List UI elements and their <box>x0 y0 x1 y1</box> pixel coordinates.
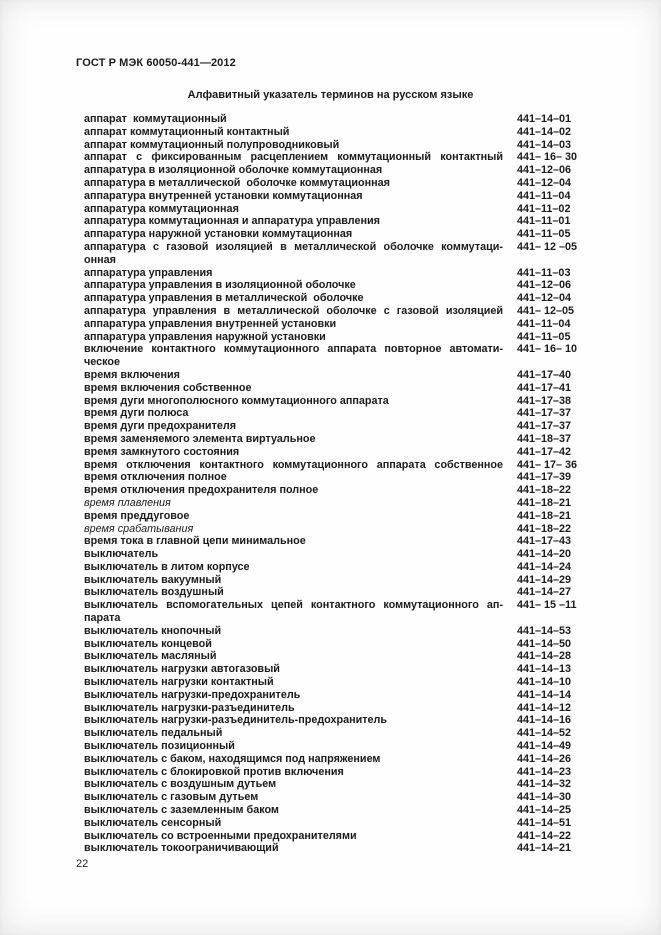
term-line: выключатель вспомогательных цепей контактного коммутационного ап- <box>84 599 503 612</box>
index-entry-row <box>84 471 585 484</box>
term-line: аппаратура управления <box>84 266 213 279</box>
term-line: аппаратура наружной установки коммутационная <box>84 228 353 241</box>
index-entry-row <box>84 484 585 497</box>
index-entry-row <box>84 599 585 625</box>
term-line: время преддуговое <box>84 509 190 522</box>
term-code: 441–14–52 <box>517 727 572 740</box>
term-text <box>84 791 517 804</box>
term-line: время отключения контактного коммутационного аппарата собственное <box>84 458 503 471</box>
index-entry-row <box>84 446 585 459</box>
term-line: аппарат с фиксированным расцеплением коммутационный контактный <box>84 151 503 164</box>
term-code: 441–14–13 <box>517 663 572 676</box>
term-text <box>84 561 517 574</box>
term-text <box>84 638 517 651</box>
term-code: 441–17–37 <box>517 407 572 420</box>
term-line: выключатель токоограничивающий <box>84 842 279 855</box>
term-text <box>84 766 517 779</box>
index-entry-row <box>84 753 585 766</box>
term-text <box>84 484 517 497</box>
term-code: 441–14–27 <box>517 586 572 599</box>
index-entry-row <box>84 574 585 587</box>
index-entry-row <box>84 267 585 280</box>
term-line: выключатель педальный <box>84 727 223 740</box>
term-code: 441–14–32 <box>517 778 572 791</box>
term-text <box>84 318 517 331</box>
term-text <box>84 164 517 177</box>
term-code: 441–14–23 <box>517 765 572 778</box>
term-text <box>84 510 517 523</box>
index-entry-row <box>84 305 585 318</box>
index-entry-row <box>84 459 585 472</box>
term-line: выключатель в литом корпусе <box>84 560 250 573</box>
term-text <box>84 714 517 727</box>
term-code: 441–11–01 <box>517 215 571 228</box>
term-line: выключатель кнопочный <box>84 624 222 637</box>
term-line: выключатель концевой <box>84 637 212 650</box>
term-text <box>84 305 517 318</box>
term-text <box>84 395 517 408</box>
index-entry-row <box>84 727 585 740</box>
index-entry-row <box>84 740 585 753</box>
term-line: время отключения предохранителя полное <box>84 484 319 497</box>
term-text <box>84 190 517 203</box>
term-line: аппаратура управления в изоляционной оболочке <box>84 279 356 292</box>
term-code: 441–18–21 <box>517 509 572 522</box>
term-code: 441– 15 –11 <box>517 599 577 612</box>
term-text <box>84 842 517 855</box>
term-text <box>84 343 517 369</box>
term-line: аппаратура управления в металлической оболочке с газовой изоляцией <box>84 304 503 317</box>
index-entry-row <box>84 331 585 344</box>
index-entry-row <box>84 292 585 305</box>
term-text <box>84 433 517 446</box>
term-line: аппаратура в металлической оболочке коммутационная <box>84 176 390 189</box>
term-text <box>84 650 517 663</box>
term-code: 441–17–40 <box>517 368 572 381</box>
term-code: 441–14–03 <box>517 138 572 151</box>
term-line: ческое <box>84 356 120 369</box>
term-code: 441–17–43 <box>517 535 572 548</box>
term-text <box>84 151 517 164</box>
term-code: 441–14–16 <box>517 714 572 727</box>
term-text <box>84 727 517 740</box>
term-code: 441–12–06 <box>517 279 572 292</box>
term-code: 441– 16– 30 <box>517 151 578 164</box>
term-code: 441–18–21 <box>517 496 572 509</box>
term-line: время отключения полное <box>84 471 227 484</box>
term-line: выключатель сенсорный <box>84 816 222 829</box>
term-code: 441–11–02 <box>517 202 571 215</box>
term-line: время тока в главной цепи минимальное <box>84 535 306 548</box>
term-text <box>84 830 517 843</box>
term-line: время дуги полюса <box>84 407 189 420</box>
term-line: аппаратура коммутационная <box>84 202 239 215</box>
term-line: выключатель нагрузки автогазовый <box>84 663 280 676</box>
term-code: 441–18–22 <box>517 484 572 497</box>
term-text <box>84 574 517 587</box>
term-line: время замкнутого состояния <box>84 445 240 458</box>
term-code: 441– 16– 10 <box>517 343 578 356</box>
term-text <box>84 523 517 536</box>
term-code: 441–14–29 <box>517 573 572 586</box>
term-code: 441– 12–05 <box>517 304 575 317</box>
term-line: аппаратура управления внутренней установки <box>84 317 337 330</box>
term-line: онная <box>84 253 116 266</box>
term-text <box>84 369 517 382</box>
term-code: 441–14–26 <box>517 752 572 765</box>
index-entry-row <box>84 561 585 574</box>
term-line: выключатель вакуумный <box>84 573 222 586</box>
term-text <box>84 497 517 510</box>
term-code: 441–11–05 <box>517 228 571 241</box>
term-line: время заменяемого элемента виртуальное <box>84 432 316 445</box>
term-line: время дуги многополюсного коммутационного аппарата <box>84 394 389 407</box>
index-entry-row <box>84 433 585 446</box>
term-line: выключатель с заземленным баком <box>84 804 279 817</box>
term-line: время включения <box>84 368 180 381</box>
term-code: 441–18–37 <box>517 432 572 445</box>
term-text <box>84 778 517 791</box>
term-line: выключатель позиционный <box>84 740 235 753</box>
term-text <box>84 420 517 433</box>
term-text <box>84 241 517 267</box>
index-entry-row <box>84 702 585 715</box>
term-code: 441–14–14 <box>517 688 572 701</box>
term-line: время дуги предохранителя <box>84 420 237 433</box>
term-line: выключатель <box>84 548 159 561</box>
term-code: 441–14–25 <box>517 804 572 817</box>
term-line: выключатель масляный <box>84 650 217 663</box>
index-entry-row <box>84 382 585 395</box>
index-entry-row <box>84 420 585 433</box>
term-text <box>84 702 517 715</box>
term-code: 441–14–21 <box>517 842 572 855</box>
index-entry-row <box>84 586 585 599</box>
term-line: время плавления <box>84 496 171 509</box>
index-entry-row <box>84 830 585 843</box>
term-code: 441– 12 –05 <box>517 240 578 253</box>
index-entry-row <box>84 791 585 804</box>
term-code: 441–17–41 <box>517 381 572 394</box>
term-text <box>84 689 517 702</box>
term-text <box>84 446 517 459</box>
index-entry-row <box>84 548 585 561</box>
term-line: аппаратура управления наружной установки <box>84 330 326 343</box>
term-line: аппарат коммутационный полупроводниковый <box>84 138 340 151</box>
term-code: 441–17–37 <box>517 420 572 433</box>
index-entry-row <box>84 113 585 126</box>
index-entry-row <box>84 714 585 727</box>
document-designation: ГОСТ Р МЭК 60050-441—2012 <box>76 57 236 69</box>
index-entry-row <box>84 663 585 676</box>
term-text <box>84 471 517 484</box>
term-line: аппарат коммутационный <box>84 113 227 125</box>
index-entry-row <box>84 817 585 830</box>
term-line: выключатель с блокировкой против включения <box>84 765 344 778</box>
term-code: 441–17–39 <box>517 471 572 484</box>
term-code: 441–12–06 <box>517 164 572 177</box>
term-text <box>84 753 517 766</box>
term-line: выключатель нагрузки-разъединитель <box>84 701 295 714</box>
term-line: включение контактного коммутационного аппарата повторное автомати- <box>84 343 503 356</box>
term-text <box>84 459 517 472</box>
term-code: 441–14–02 <box>517 125 572 138</box>
term-code: 441–17–42 <box>517 445 572 458</box>
term-code: 441–14–50 <box>517 637 572 650</box>
term-code: 441–14–53 <box>517 624 572 637</box>
index-entry-row <box>84 228 585 241</box>
term-line: аппаратура управления в металлической оболочке <box>84 292 364 305</box>
term-line: время срабатывания <box>84 522 194 535</box>
term-line: аппарат коммутационный контактный <box>84 125 290 138</box>
index-entry-row <box>84 689 585 702</box>
term-line: аппаратура коммутационная и аппаратура управления <box>84 215 380 228</box>
term-text <box>84 203 517 216</box>
index-entry-row <box>84 407 585 420</box>
index-entry-row <box>84 766 585 779</box>
index-entry-row <box>84 625 585 638</box>
term-code: 441–11–04 <box>517 189 571 202</box>
index-entry-row <box>84 241 585 267</box>
term-line: выключатель нагрузки контактный <box>84 676 274 689</box>
term-code: 441–14–24 <box>517 560 572 573</box>
term-line: выключатель со встроенными предохранителями <box>84 829 357 842</box>
index-entry-row <box>84 151 585 164</box>
term-code: 441– 17– 36 <box>517 458 578 471</box>
term-code: 441–12–04 <box>517 292 572 305</box>
index-entry-row <box>84 203 585 216</box>
term-text <box>84 676 517 689</box>
term-text <box>84 177 517 190</box>
term-text <box>84 331 517 344</box>
term-line: выключатель с воздушным дутьем <box>84 778 277 791</box>
index-entry-row <box>84 638 585 651</box>
term-code: 441–14–28 <box>517 650 572 663</box>
term-text <box>84 599 517 625</box>
term-text <box>84 625 517 638</box>
index-entry-row <box>84 279 585 292</box>
index-entry-row <box>84 676 585 689</box>
term-line: выключатель с баком, находящимся под напряжением <box>84 752 381 765</box>
term-code: 441–11–04 <box>517 317 571 330</box>
term-code: 441–17–38 <box>517 394 572 407</box>
index-entry-row <box>84 369 585 382</box>
term-line: выключатель с газовым дутьем <box>84 791 259 804</box>
term-code: 441–14–49 <box>517 740 572 753</box>
index-entry-row <box>84 842 585 855</box>
index-entry-row <box>84 164 585 177</box>
index-entry-row <box>84 510 585 523</box>
term-text <box>84 407 517 420</box>
term-line: аппаратура внутренней установки коммутационная <box>84 189 363 202</box>
term-code: 441–14–12 <box>517 701 572 714</box>
term-text <box>84 215 517 228</box>
term-text <box>84 740 517 753</box>
term-line: аппаратура в изоляционной оболочке коммутационная <box>84 164 383 177</box>
term-text <box>84 113 517 126</box>
term-code: 441–14–01 <box>517 113 572 125</box>
term-index-list <box>84 113 585 855</box>
index-entry-row <box>84 778 585 791</box>
index-entry-row <box>84 318 585 331</box>
index-entry-row <box>84 126 585 139</box>
term-text <box>84 228 517 241</box>
term-text <box>84 535 517 548</box>
term-text <box>84 817 517 830</box>
index-entry-row <box>84 650 585 663</box>
index-entry-row <box>84 535 585 548</box>
index-entry-row <box>84 177 585 190</box>
term-text <box>84 279 517 292</box>
term-line: время включения собственное <box>84 381 252 394</box>
term-line: выключатель нагрузки-разъединитель-предохранитель <box>84 714 388 727</box>
term-code: 441–14–30 <box>517 791 572 804</box>
index-entry-row <box>84 804 585 817</box>
term-text <box>84 292 517 305</box>
term-text <box>84 126 517 139</box>
term-text <box>84 663 517 676</box>
index-entry-row <box>84 523 585 536</box>
term-code: 441–14–51 <box>517 816 572 829</box>
term-line: выключатель нагрузки-предохранитель <box>84 688 301 701</box>
page-number: 22 <box>76 858 89 871</box>
term-code: 441–18–22 <box>517 522 572 535</box>
term-text <box>84 586 517 599</box>
term-line: парата <box>84 612 121 625</box>
term-code: 441–11–05 <box>517 330 571 343</box>
term-text <box>84 804 517 817</box>
term-text <box>84 548 517 561</box>
term-code: 441–11–03 <box>517 266 571 279</box>
term-line: выключатель воздушный <box>84 586 224 599</box>
term-code: 441–14–22 <box>517 829 572 842</box>
term-text <box>84 382 517 395</box>
index-entry-row <box>84 343 585 369</box>
term-code: 441–14–10 <box>517 676 572 689</box>
term-code: 441–14–20 <box>517 548 572 561</box>
index-entry-row <box>84 190 585 203</box>
index-entry-row <box>84 215 585 228</box>
index-entry-row <box>84 139 585 152</box>
term-code: 441–12–04 <box>517 176 572 189</box>
page-title: Алфавитный указатель терминов на русском языке <box>187 89 474 101</box>
term-text <box>84 267 517 280</box>
index-entry-row <box>84 497 585 510</box>
index-entry-row <box>84 395 585 408</box>
term-line: аппаратура с газовой изоляцией в металлической оболочке коммутаци- <box>84 240 503 253</box>
term-text <box>84 139 517 152</box>
